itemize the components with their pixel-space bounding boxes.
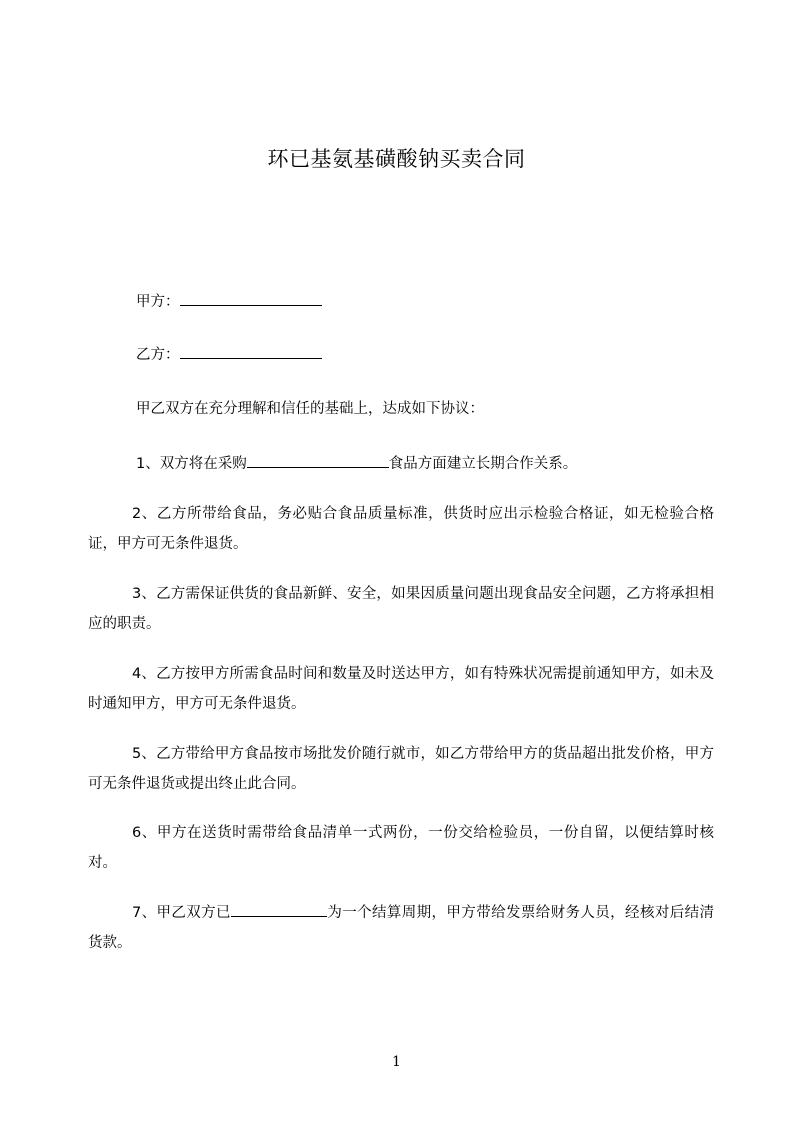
- intro-text: 甲乙双方在充分理解和信任的基础上，达成如下协议：: [136, 401, 484, 417]
- party-a-label: 甲方：: [136, 294, 180, 310]
- clause-1-blank: [247, 452, 389, 468]
- clause-1-suffix: 食品方面建立长期合作关系。: [388, 456, 578, 472]
- document-title: 环已基氨基磺酸钠买卖合同: [267, 147, 526, 171]
- clause-5: 5、乙方带给甲方食品按市场批发价随行就市，如乙方带给甲方的货品超出批发价格，甲方可无条件退货或提出终止此合同。: [88, 746, 714, 792]
- clause-1: [136, 452, 577, 475]
- page-number: 1: [392, 1054, 401, 1070]
- party-b-blank: [180, 343, 322, 359]
- clause-4: 4、乙方按甲方所需食品时间和数量及时送达甲方，如有特殊状况需提前通知甲方，如未及时通知甲方，甲方可无条件退货。: [88, 666, 714, 712]
- party-b-line: [136, 343, 322, 366]
- clause-7: [88, 898, 714, 958]
- clause-3: 3、乙方需保证供货的食品新鲜、安全，如果因质量问题出现食品安全问题，乙方将承担相应的职责。: [88, 586, 714, 632]
- clause-2: 2、乙方所带给食品，务必贴合食品质量标准，供货时应出示检验合格证，如无检验合格证，甲方可无条件退货。: [88, 506, 714, 552]
- clause-6: 6、甲方在送货时需带给食品清单一式两份，一份交给检验员，一份自留，以便结算时核对。: [88, 825, 714, 871]
- clause-1-prefix: 1、双方将在采购: [136, 456, 247, 472]
- clause-7-prefix: 7、甲乙双方已: [132, 905, 231, 921]
- party-a-blank: [180, 290, 322, 306]
- party-a-line: [136, 290, 322, 313]
- clause-7-suffix: 为一个结算周期，甲方带给发票给财务人员，经核对后结清货款。: [88, 905, 714, 951]
- party-b-label: 乙方：: [136, 347, 180, 363]
- clause-7-blank: [231, 901, 327, 917]
